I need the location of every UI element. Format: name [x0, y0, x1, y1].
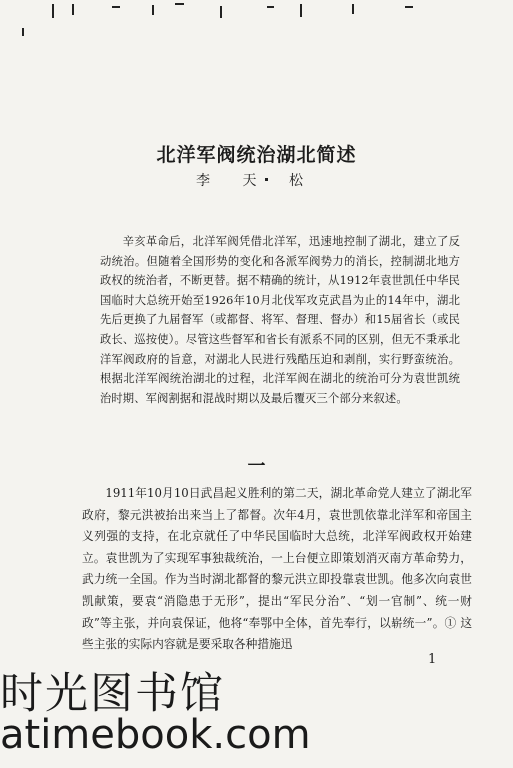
section-heading: 一 — [247, 456, 266, 477]
abstract-paragraph: 辛亥革命后，北洋军阀凭借北洋军，迅速地控制了湖北，建立了反动统治。但随着全国形势的变化和各派军阀势力的消长，控制湖北地方政权的统治者，不断更替。据不精确的统计，从1912年袁世凯任中华民国临时大总统开始至1926年10月北伐军攻克武昌为止的14年中，湖北先后更换了九届督军（或都督、将军、督理、督办）和15届省长（或民政长、巡按使）。尽管这些督军和省长有派系不同的区别，但无不秉承北洋军阀政府的旨意，对湖北人民进行残酷压迫和剥削，实行野蛮统治。根据北洋军阀统治湖北的过程，北洋军阀在湖北的统治可分为袁世凯统治时期、军阀割据和混战时期以及最后覆灭三个部分来叙述。 — [100, 235, 460, 405]
watermark-url: atimebook.com — [0, 712, 311, 758]
page-number: 1 — [428, 652, 437, 667]
watermark-site-name: 时光图书馆 — [0, 669, 225, 719]
author-name: 李 天 松 — [196, 173, 317, 189]
document-title: 北洋军阀统治湖北简述 — [156, 144, 357, 166]
body-paragraph: 1911年10月10日武昌起义胜利的第二天，湖北革命党人建立了湖北军政府，黎元洪被抬出来当上了都督。次年4月，袁世凯依靠北洋军和帝国主义列强的支持，在北京就任了中华民国临时大总统，北洋军阀政权开始建立。袁世凯为了实现军事独裁统治，一上台便立即策划消灭南方革命势力，武力统一全国。作为当时湖北都督的黎元洪立即投靠袁世凯。他多次向袁世凯献策，要袁“消隐患于无形”，提出“军民分治”、“划一官制”、统一财政”等主张，并向袁保证，他将“奉鄂中全体，首先奉行，以崭统一”。① 这些主张的实际内容就是要采取各种措施迅 — [82, 486, 472, 652]
